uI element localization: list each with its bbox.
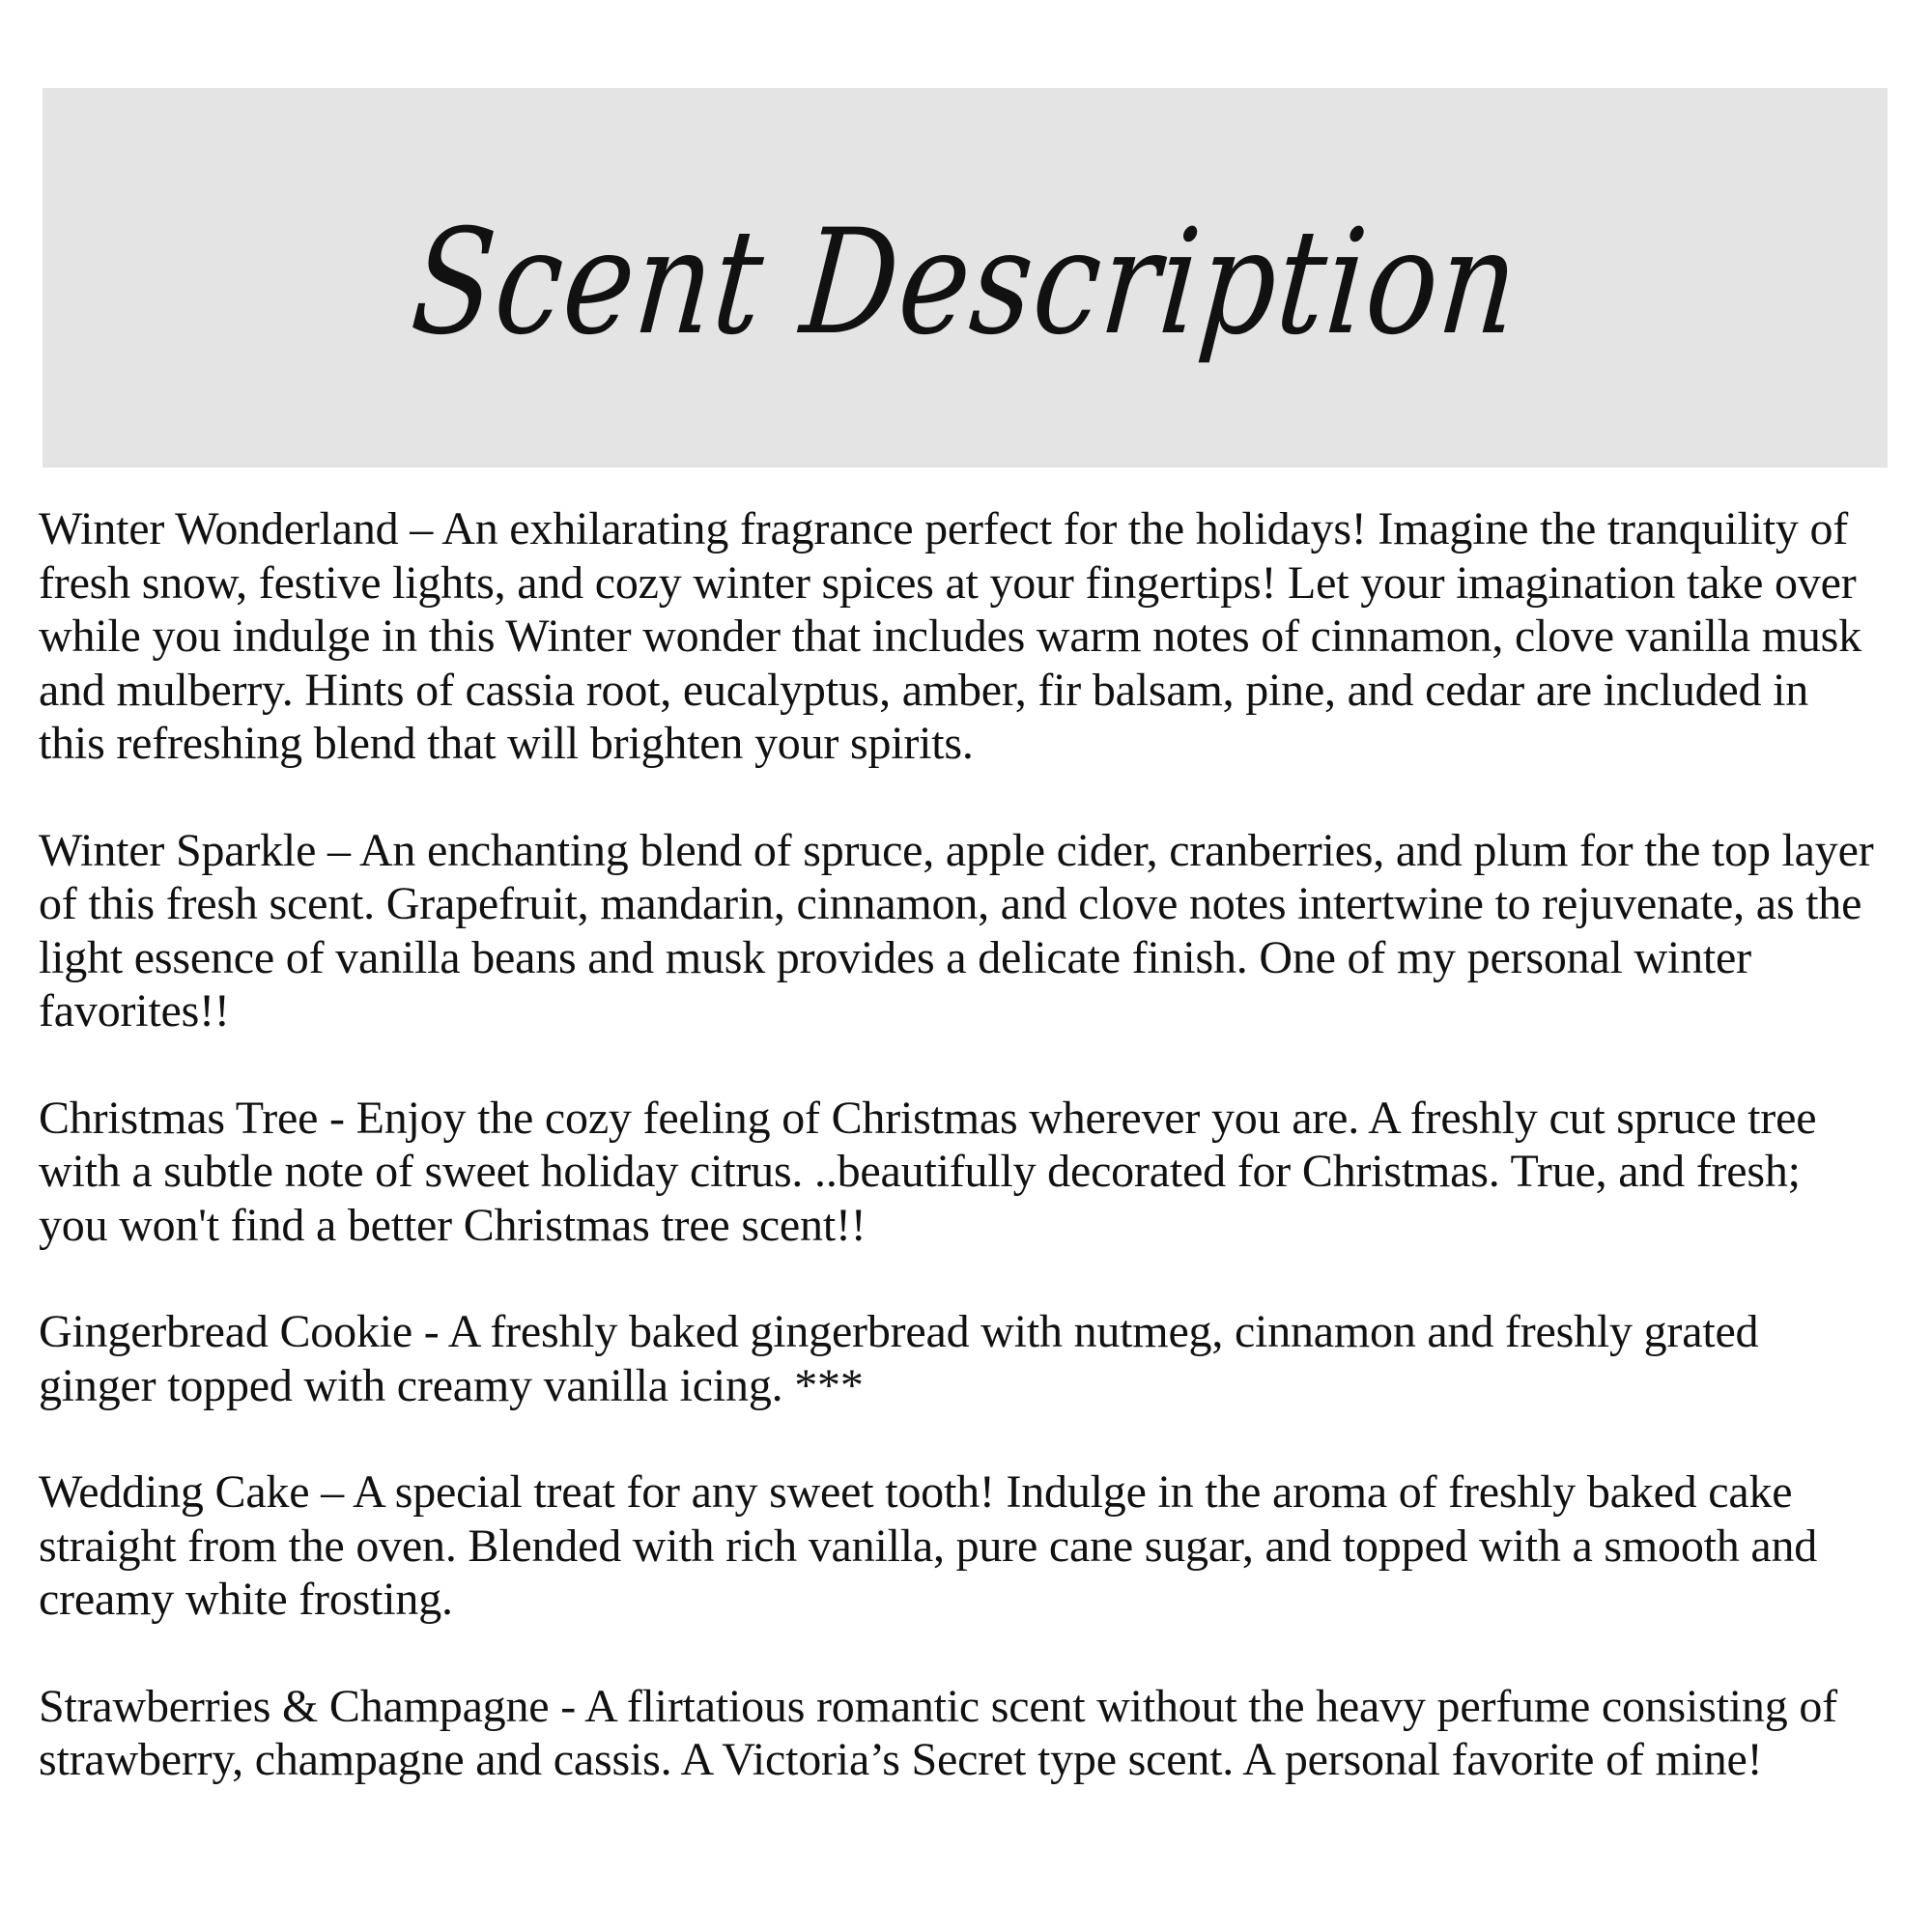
scent-description: A flirtatious romantic scent without the heavy perfume consisting of strawberry, champagne and cassis. A Victoria’s Secret type scent. A personal favorite of mine! [39, 1680, 1837, 1785]
scent-separator: - [412, 1306, 448, 1357]
scent-description: Enjoy the cozy feeling of Christmas wherever you are. A freshly cut spruce tree with a subtle note of sweet holiday citrus. ..beautifully decorated for Christmas. True, and fresh; you won't find a better Christmas tree scent!! [39, 1092, 1817, 1251]
scent-description: An exhilarating fragrance perfect for the holidays! Imagine the tranquility of fresh snow, festive lights, and cozy winter spices at your fingertips! Let your imagination take over while you indulge in this Winter wonder that includes warm notes of cinnamon, clove vanilla musk and mulberry. Hints of cassia root, eucalyptus, amber, fir balsam, pine, and cedar are included in this refreshing blend that will brighten your spirits. [39, 503, 1861, 769]
scent-separator: – [316, 824, 359, 876]
scent-name: Gingerbread Cookie [39, 1306, 412, 1357]
page-title: Scent Description [405, 198, 1525, 367]
scent-entry-winter-wonderland [39, 502, 1874, 771]
scent-entry-strawberries-champagne [39, 1680, 1874, 1787]
scent-entry-christmas-tree [39, 1092, 1874, 1253]
scent-name: Christmas Tree [39, 1092, 319, 1144]
scent-separator: – [309, 1466, 354, 1518]
scent-description: An enchanting blend of spruce, apple cider, cranberries, and plum for the top layer of this fresh scent. Grapefruit, mandarin, cinnamon, and clove notes intertwine to rejuvenate, as the light essence of vanilla beans and musk provides a delicate finish. One of my personal winter favorites!! [39, 824, 1874, 1037]
scent-separator: - [318, 1092, 356, 1144]
title-banner [43, 88, 1888, 468]
scent-separator: – [398, 503, 442, 554]
scent-description: A freshly baked gingerbread with nutmeg, cinnamon and freshly grated ginger topped with creamy vanilla icing. *** [39, 1306, 1759, 1411]
scent-name: Wedding Cake [39, 1466, 310, 1518]
scent-name: Winter Wonderland [39, 503, 399, 554]
scent-name: Winter Sparkle [39, 824, 317, 876]
scent-entry-wedding-cake [39, 1465, 1874, 1627]
scent-entry-gingerbread-cookie [39, 1305, 1874, 1412]
scent-description: A special treat for any sweet tooth! Indulge in the aroma of freshly baked cake straight from the oven. Blended with rich vanilla, pure cane sugar, and topped with a smooth and creamy white frosting. [39, 1466, 1818, 1625]
scent-list [39, 502, 1874, 1840]
scent-name: Strawberries & Champagne [39, 1680, 550, 1732]
scent-separator: - [549, 1680, 585, 1732]
scent-entry-winter-sparkle [39, 824, 1874, 1038]
